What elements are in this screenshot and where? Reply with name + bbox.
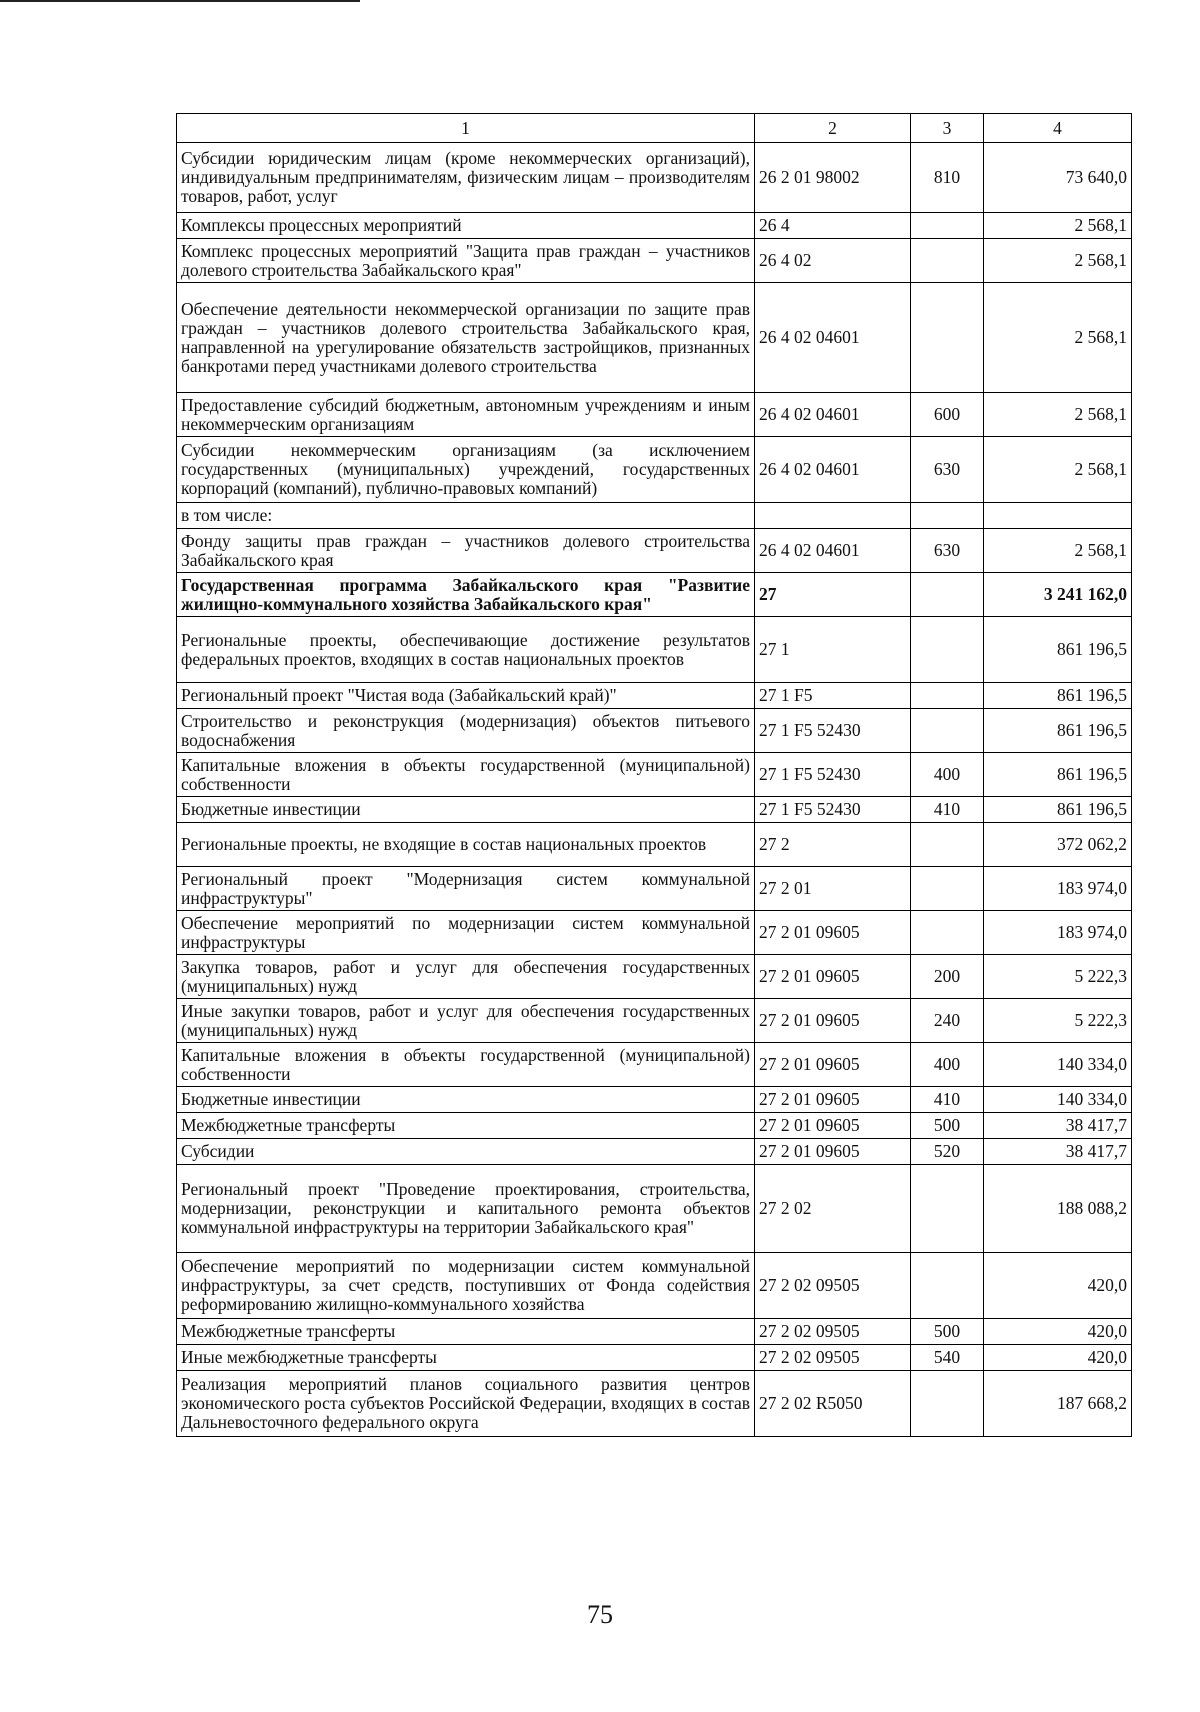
cell-amount: 188 088,2 xyxy=(984,1165,1132,1253)
cell-type xyxy=(911,1253,984,1319)
top-rule xyxy=(0,0,360,2)
cell-name: Бюджетные инвестиции xyxy=(177,1087,755,1113)
cell-type xyxy=(911,503,984,529)
cell-code: 27 1 F5 52430 xyxy=(755,753,911,797)
cell-amount: 420,0 xyxy=(984,1319,1132,1345)
cell-amount: 140 334,0 xyxy=(984,1087,1132,1113)
table-row xyxy=(177,867,1132,911)
table-row xyxy=(177,573,1132,617)
cell-type xyxy=(911,1371,984,1437)
cell-name: Фонду защиты прав граждан – участников долевого строительства Забайкальского края xyxy=(177,529,755,573)
header-col-1: 1 xyxy=(177,114,755,143)
cell-type xyxy=(911,283,984,393)
cell-amount: 183 974,0 xyxy=(984,867,1132,911)
cell-type: 520 xyxy=(911,1139,984,1165)
cell-type xyxy=(911,239,984,283)
cell-amount: 861 196,5 xyxy=(984,753,1132,797)
cell-amount: 861 196,5 xyxy=(984,683,1132,709)
cell-name: Иные закупки товаров, работ и услуг для обеспечения государственных (муниципальных) нужд xyxy=(177,999,755,1043)
cell-code: 26 4 02 04601 xyxy=(755,283,911,393)
cell-code: 27 xyxy=(755,573,911,617)
table-row xyxy=(177,283,1132,393)
table-row xyxy=(177,617,1132,683)
cell-amount: 5 222,3 xyxy=(984,999,1132,1043)
header-col-4: 4 xyxy=(984,114,1132,143)
cell-type xyxy=(911,823,984,867)
cell-type: 540 xyxy=(911,1345,984,1371)
cell-type: 410 xyxy=(911,1087,984,1113)
cell-amount: 372 062,2 xyxy=(984,823,1132,867)
header-row xyxy=(177,114,1132,143)
table-row xyxy=(177,823,1132,867)
cell-code: 27 1 F5 52430 xyxy=(755,797,911,823)
cell-name: Комплексы процессных мероприятий xyxy=(177,213,755,239)
header-col-3: 3 xyxy=(911,114,984,143)
cell-name: Обеспечение деятельности некоммерческой организации по защите прав граждан – участников долевого строительства Забайкальского края, направленной на урегулирование обязательств застройщиков, признанных банкротами перед участниками долевого строительства xyxy=(177,283,755,393)
cell-name: Комплекс процессных мероприятий "Защита прав граждан – участников долевого строительства Забайкальского края" xyxy=(177,239,755,283)
cell-amount: 140 334,0 xyxy=(984,1043,1132,1087)
cell-type: 240 xyxy=(911,999,984,1043)
cell-code: 27 2 02 09505 xyxy=(755,1253,911,1319)
cell-name: Закупка товаров, работ и услуг для обеспечения государственных (муниципальных) нужд xyxy=(177,955,755,999)
table-row xyxy=(177,393,1132,437)
cell-type: 500 xyxy=(911,1113,984,1139)
table-row xyxy=(177,529,1132,573)
table-row xyxy=(177,1319,1132,1345)
cell-amount: 5 222,3 xyxy=(984,955,1132,999)
cell-amount: 2 568,1 xyxy=(984,529,1132,573)
table-row xyxy=(177,955,1132,999)
cell-name: Строительство и реконструкция (модернизация) объектов питьевого водоснабжения xyxy=(177,709,755,753)
table-row xyxy=(177,911,1132,955)
cell-type xyxy=(911,683,984,709)
table-row xyxy=(177,437,1132,503)
cell-code: 27 1 xyxy=(755,617,911,683)
cell-type: 200 xyxy=(911,955,984,999)
cell-amount: 420,0 xyxy=(984,1345,1132,1371)
cell-code: 26 4 02 xyxy=(755,239,911,283)
cell-code: 27 2 01 09605 xyxy=(755,1113,911,1139)
cell-amount: 73 640,0 xyxy=(984,143,1132,213)
cell-amount: 38 417,7 xyxy=(984,1113,1132,1139)
cell-code xyxy=(755,503,911,529)
cell-type xyxy=(911,867,984,911)
cell-amount: 861 196,5 xyxy=(984,797,1132,823)
cell-code: 27 2 01 09605 xyxy=(755,911,911,955)
cell-name: Межбюджетные трансферты xyxy=(177,1113,755,1139)
cell-code: 26 4 02 04601 xyxy=(755,437,911,503)
cell-name: Обеспечение мероприятий по модернизации систем коммунальной инфраструктуры xyxy=(177,911,755,955)
cell-code: 27 2 02 R5050 xyxy=(755,1371,911,1437)
cell-amount: 3 241 162,0 xyxy=(984,573,1132,617)
cell-name: Бюджетные инвестиции xyxy=(177,797,755,823)
cell-type: 810 xyxy=(911,143,984,213)
cell-code: 27 2 02 09505 xyxy=(755,1319,911,1345)
cell-type: 500 xyxy=(911,1319,984,1345)
cell-code: 27 1 F5 52430 xyxy=(755,709,911,753)
cell-code: 26 4 02 04601 xyxy=(755,529,911,573)
table-row xyxy=(177,999,1132,1043)
table-row xyxy=(177,1345,1132,1371)
cell-code: 27 2 01 09605 xyxy=(755,1139,911,1165)
cell-amount: 2 568,1 xyxy=(984,437,1132,503)
cell-amount: 2 568,1 xyxy=(984,239,1132,283)
cell-code: 27 2 02 09505 xyxy=(755,1345,911,1371)
cell-code: 27 2 01 09605 xyxy=(755,1043,911,1087)
table-row xyxy=(177,1043,1132,1087)
cell-code: 26 4 02 04601 xyxy=(755,393,911,437)
cell-code: 27 1 F5 xyxy=(755,683,911,709)
table-row xyxy=(177,1371,1132,1437)
table-row xyxy=(177,1113,1132,1139)
cell-amount: 2 568,1 xyxy=(984,283,1132,393)
cell-amount: 187 668,2 xyxy=(984,1371,1132,1437)
cell-type xyxy=(911,213,984,239)
cell-type xyxy=(911,1165,984,1253)
table-row xyxy=(177,683,1132,709)
cell-name: Субсидии xyxy=(177,1139,755,1165)
cell-type: 400 xyxy=(911,1043,984,1087)
cell-amount: 420,0 xyxy=(984,1253,1132,1319)
table-row xyxy=(177,797,1132,823)
table-row xyxy=(177,213,1132,239)
cell-type xyxy=(911,617,984,683)
cell-code: 27 2 02 xyxy=(755,1165,911,1253)
cell-amount: 861 196,5 xyxy=(984,709,1132,753)
cell-name: Иные межбюджетные трансферты xyxy=(177,1345,755,1371)
table-row xyxy=(177,1087,1132,1113)
cell-name: Региональный проект "Чистая вода (Забайкальский край)" xyxy=(177,683,755,709)
cell-type: 400 xyxy=(911,753,984,797)
cell-code: 27 2 01 09605 xyxy=(755,1087,911,1113)
table-row xyxy=(177,143,1132,213)
cell-name: Капитальные вложения в объекты государственной (муниципальной) собственности xyxy=(177,753,755,797)
cell-amount: 2 568,1 xyxy=(984,213,1132,239)
table-row xyxy=(177,753,1132,797)
cell-amount: 38 417,7 xyxy=(984,1139,1132,1165)
cell-code: 27 2 01 09605 xyxy=(755,999,911,1043)
cell-amount: 183 974,0 xyxy=(984,911,1132,955)
cell-name: в том числе: xyxy=(177,503,755,529)
cell-name: Региональный проект "Модернизация систем коммунальной инфраструктуры" xyxy=(177,867,755,911)
table-row xyxy=(177,1139,1132,1165)
cell-code: 26 4 xyxy=(755,213,911,239)
cell-type xyxy=(911,573,984,617)
cell-amount: 861 196,5 xyxy=(984,617,1132,683)
cell-type: 630 xyxy=(911,437,984,503)
table-row xyxy=(177,1165,1132,1253)
cell-name: Межбюджетные трансферты xyxy=(177,1319,755,1345)
cell-name: Реализация мероприятий планов социального развития центров экономического роста субъектов Российской Федерации, входящих в состав Дальневосточного федерального округа xyxy=(177,1371,755,1437)
table-row xyxy=(177,709,1132,753)
cell-name: Региональные проекты, не входящие в состав национальных проектов xyxy=(177,823,755,867)
cell-name: Предоставление субсидий бюджетным, автономным учреждениям и иным некоммерческим организациям xyxy=(177,393,755,437)
table-row xyxy=(177,1253,1132,1319)
cell-name: Капитальные вложения в объекты государственной (муниципальной) собственности xyxy=(177,1043,755,1087)
cell-code: 27 2 xyxy=(755,823,911,867)
table-row xyxy=(177,239,1132,283)
cell-code: 26 2 01 98002 xyxy=(755,143,911,213)
cell-code: 27 2 01 09605 xyxy=(755,955,911,999)
cell-name: Региональный проект "Проведение проектирования, строительства, модернизации, реконструкции и капитального ремонта объектов коммунальной инфраструктуры на территории Забайкальского края" xyxy=(177,1165,755,1253)
cell-name: Субсидии некоммерческим организациям (за исключением государственных (муниципальных) учреждений, государственных корпораций (компаний), публично-правовых компаний) xyxy=(177,437,755,503)
budget-table xyxy=(176,113,1132,1437)
cell-type: 600 xyxy=(911,393,984,437)
cell-amount: 2 568,1 xyxy=(984,393,1132,437)
cell-type xyxy=(911,911,984,955)
cell-name: Региональные проекты, обеспечивающие достижение результатов федеральных проектов, входящих в состав национальных проектов xyxy=(177,617,755,683)
table-row xyxy=(177,503,1132,529)
cell-type: 630 xyxy=(911,529,984,573)
cell-name: Обеспечение мероприятий по модернизации систем коммунальной инфраструктуры, за счет средств, поступивших от Фонда содействия реформированию жилищно-коммунального хозяйства xyxy=(177,1253,755,1319)
page-number: 75 xyxy=(587,1600,613,1629)
header-col-2: 2 xyxy=(755,114,911,143)
cell-amount xyxy=(984,503,1132,529)
cell-type: 410 xyxy=(911,797,984,823)
table-body xyxy=(177,143,1132,1437)
cell-name: Субсидии юридическим лицам (кроме некоммерческих организаций), индивидуальным предпринимателям, физическим лицам – производителям товаров, работ, услуг xyxy=(177,143,755,213)
cell-code: 27 2 01 xyxy=(755,867,911,911)
cell-name: Государственная программа Забайкальского края "Развитие жилищно-коммунального хозяйства Забайкальского края" xyxy=(177,573,755,617)
cell-type xyxy=(911,709,984,753)
